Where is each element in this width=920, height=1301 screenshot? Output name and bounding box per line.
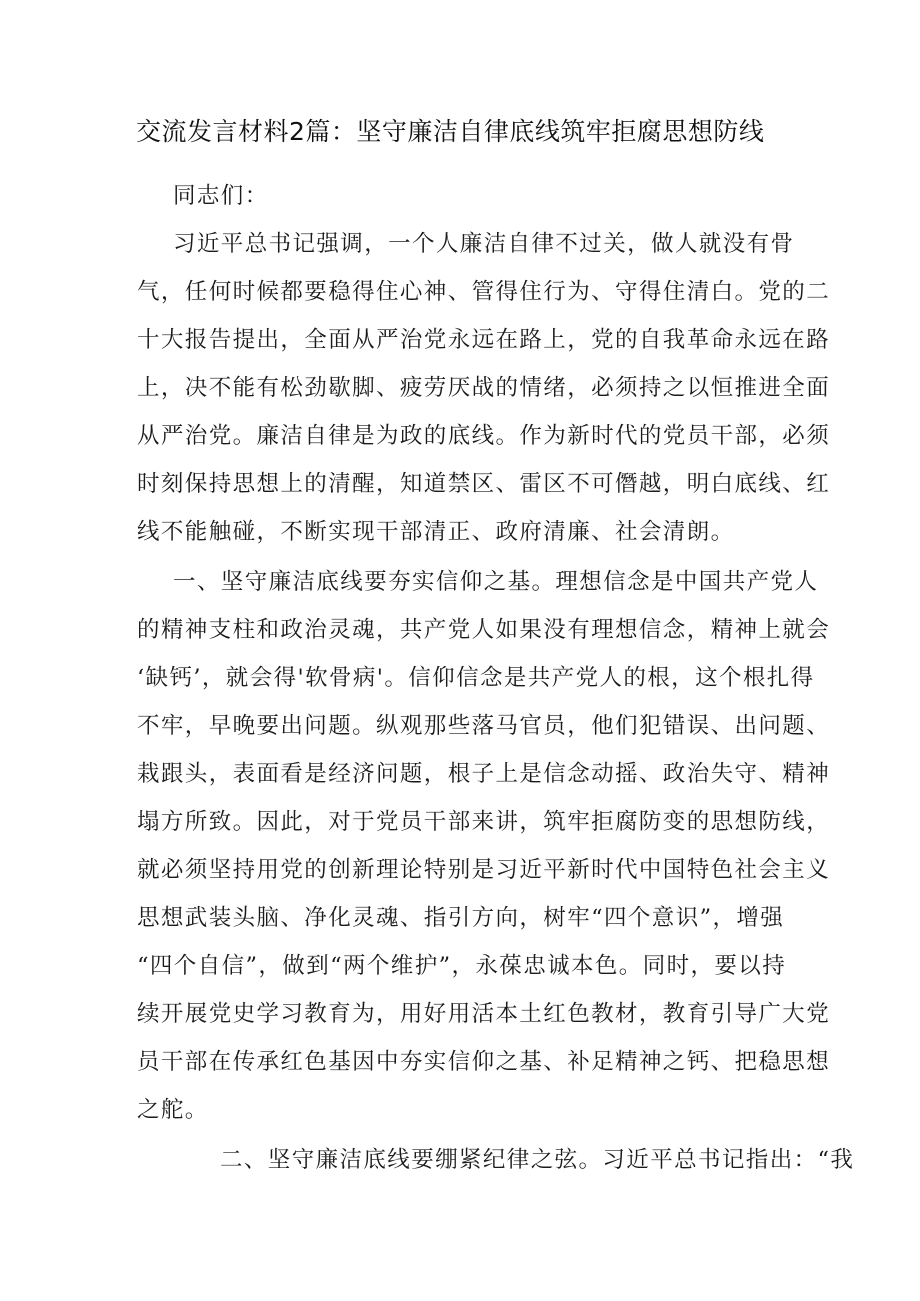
paragraph-line: 员干部在传承红色基因中夯实信仰之基、补足精神之钙、把稳思想 (137, 1049, 831, 1075)
paragraph-line: 一、坚守廉洁底线要夯实信仰之基。理想信念是中国共产党人 (173, 569, 819, 595)
paragraph-line: 十大报告提出，全面从严治党永远在路上，党的自我革命永远在路 (137, 327, 831, 353)
paragraph-line: 续开展党史学习教育为，用好用活本土红色教材，教育引导广大党 (137, 1001, 831, 1027)
paragraph-line: 时刻保持思想上的清醒，知道禁区、雷区不可僭越，明白底线、红 (137, 471, 831, 497)
paragraph-line: “四个自信”，做到“两个维护”，永葆忠诚本色。同时，要以持 (137, 953, 787, 979)
salutation: 同志们： (173, 183, 269, 209)
paragraph-line: 栽跟头，表面看是经济问题，根子上是信念动摇、政治失守、精神 (137, 761, 831, 787)
paragraph-line: 的精神支柱和政治灵魂，共产党人如果没有理想信念，精神上就会 (137, 617, 831, 643)
paragraph-line: 习近平总书记强调，一个人廉洁自律不过关，做人就没有骨 (173, 231, 795, 257)
paragraph-line: 从严治党。廉洁自律是为政的底线。作为新时代的党员干部，必须 (137, 423, 831, 449)
document-title: 交流发言材料2篇：坚守廉洁自律底线筑牢拒腐思想防线 (136, 117, 765, 146)
paragraph-line: 气，任何时候都要稳得住心神、管得住行为、守得住清白。党的二 (137, 279, 831, 305)
paragraph-line: 不牢，早晚要出问题。纵观那些落马官员，他们犯错误、出问题、 (137, 713, 831, 739)
paragraph-line: 塌方所致。因此，对于党员干部来讲，筑牢拒腐防变的思想防线， (137, 809, 831, 835)
paragraph-line: 二、坚守廉洁底线要绷紧纪律之弦。习近平总书记指出：“我 (220, 1147, 855, 1173)
paragraph-line: 就必须坚持用党的创新理论特别是习近平新时代中国特色社会主义 (137, 857, 831, 883)
paragraph-line: 思想武装头脑、净化灵魂、指引方向，树牢“四个意识”，增强 (137, 905, 785, 931)
paragraph-line: 线不能触碰，不断实现干部清正、政府清廉、社会清朗。 (137, 519, 735, 545)
paragraph-line: ‘缺钙’，就会得'软骨病'。信仰信念是共产党人的根，这个根扎得 (137, 665, 815, 691)
paragraph-line: 之舵。 (137, 1097, 209, 1123)
paragraph-line: 上，决不能有松劲歇脚、疲劳厌战的情绪，必须持之以恒推进全面 (137, 375, 831, 401)
